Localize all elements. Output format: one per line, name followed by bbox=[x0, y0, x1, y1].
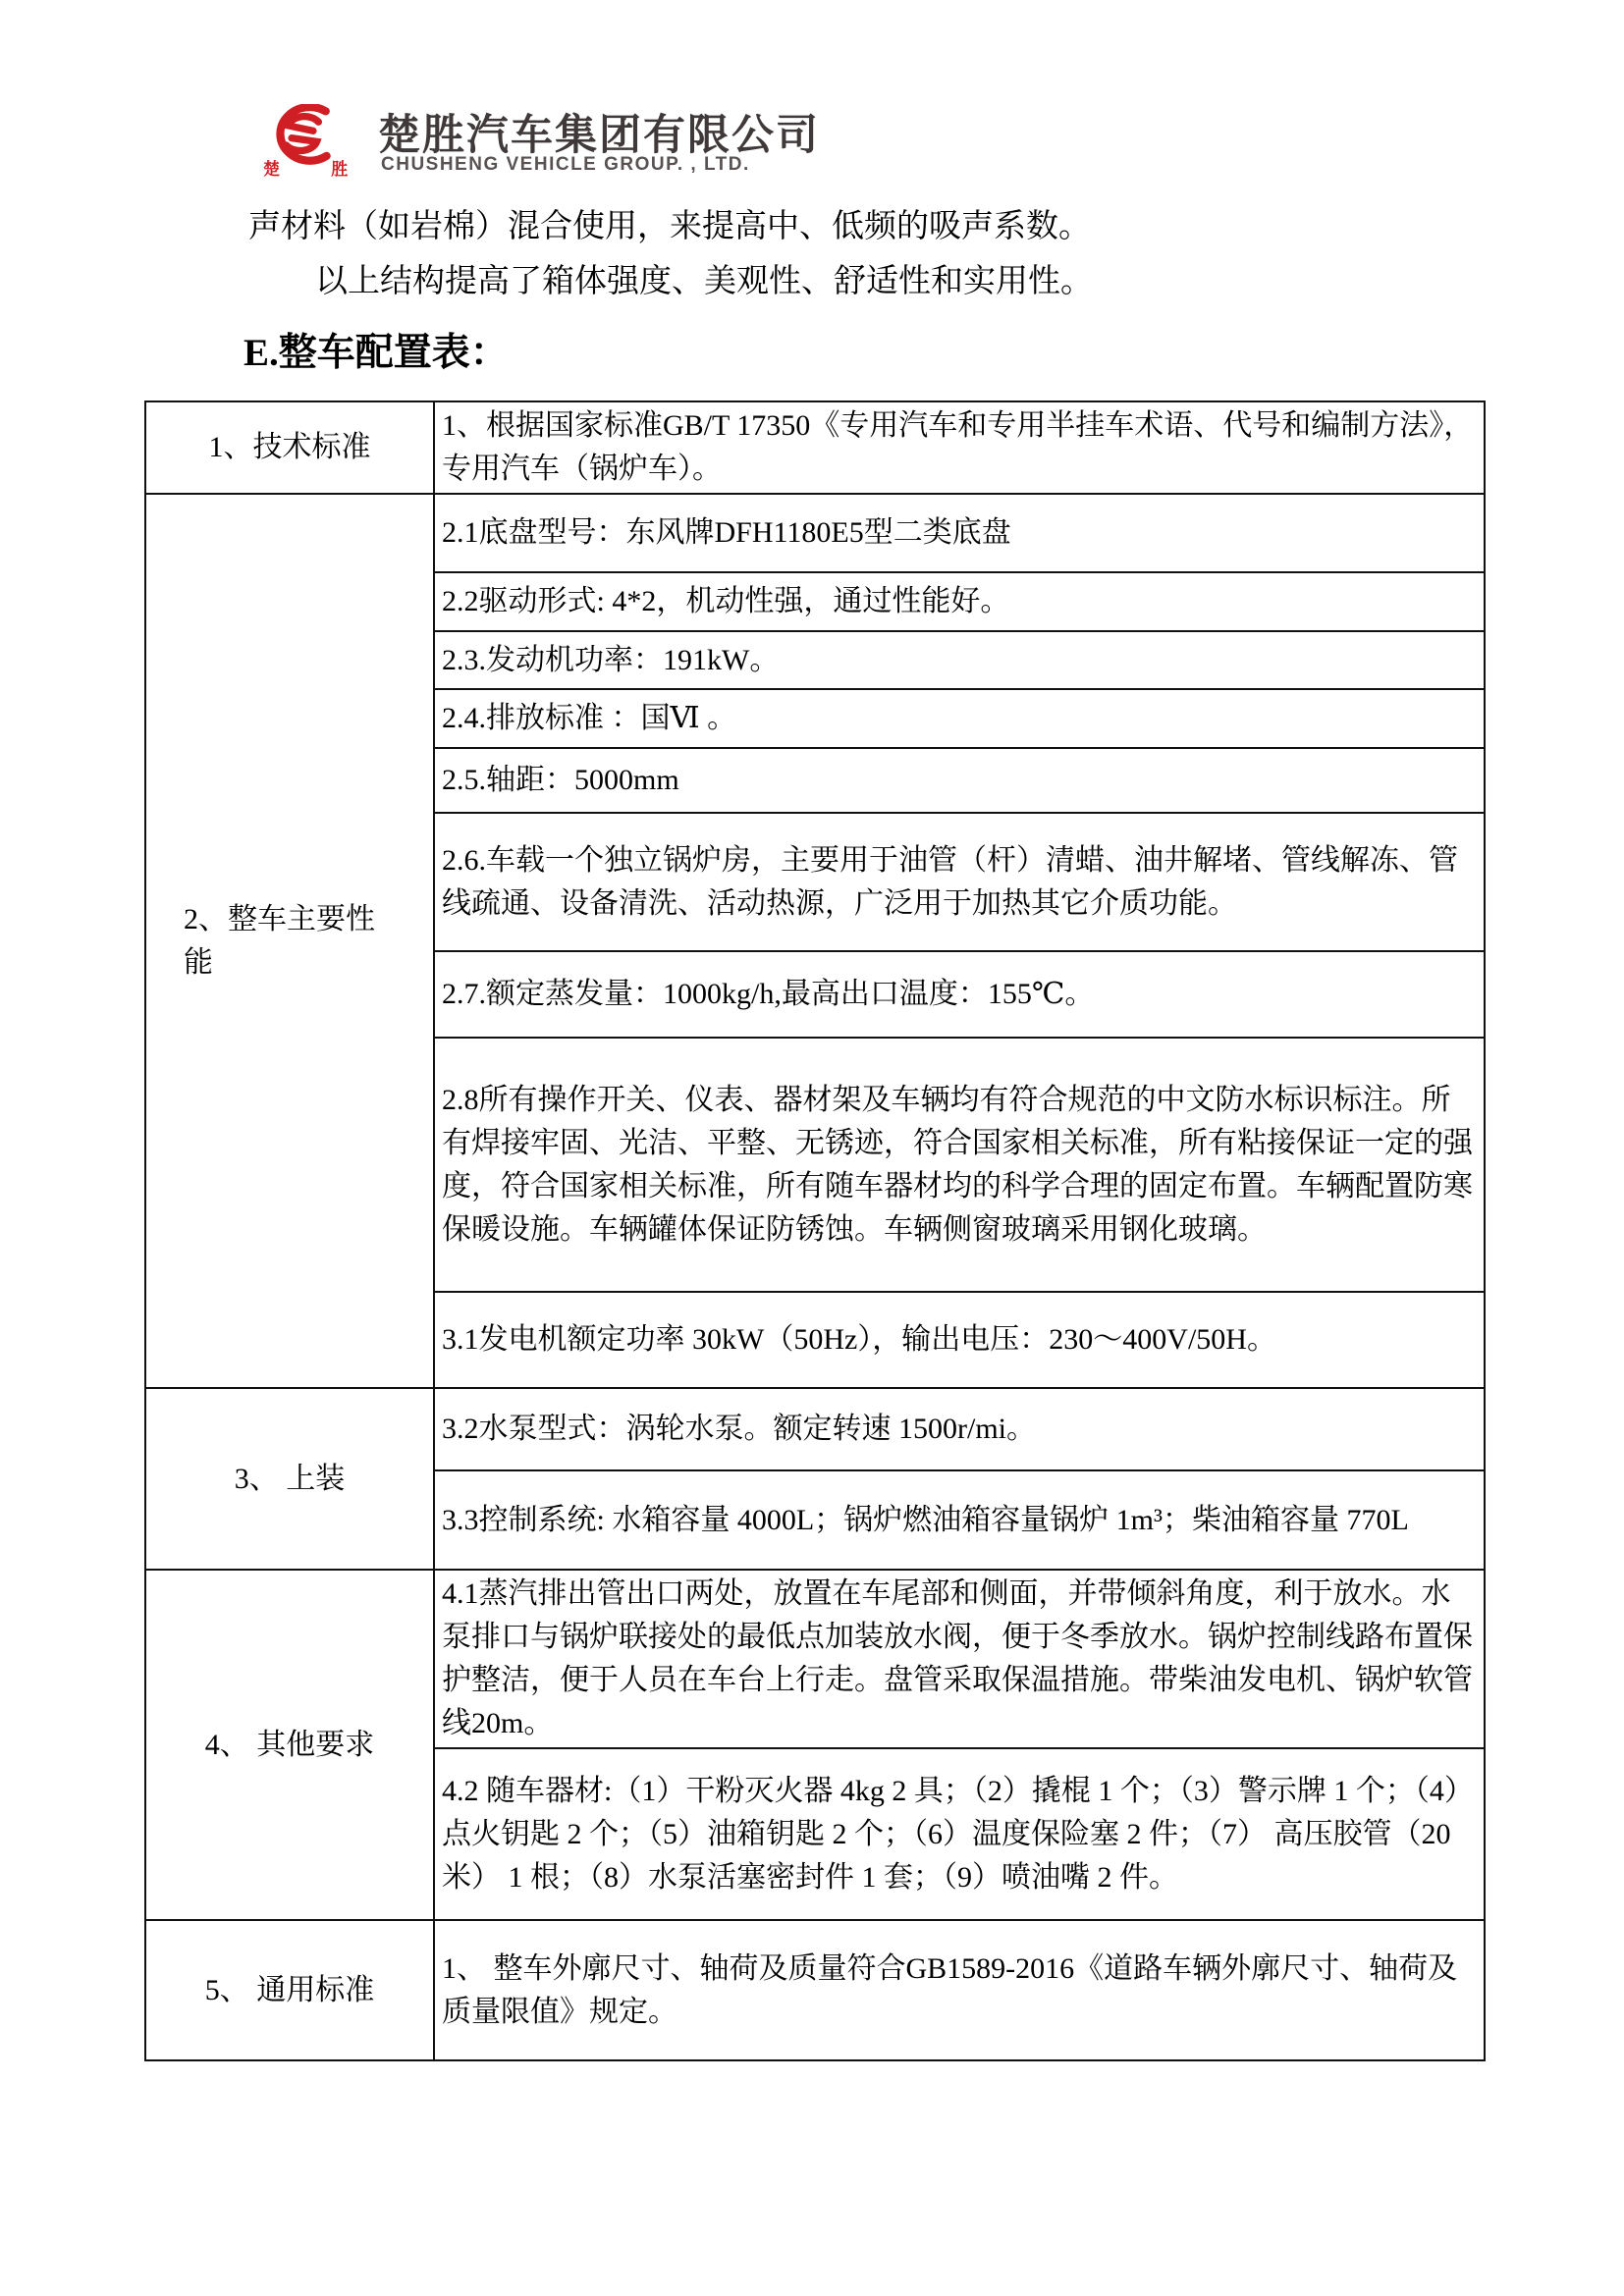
table-row bbox=[145, 1920, 1485, 2060]
row-label-main-performance-text: 2、整车主要性能 bbox=[184, 902, 375, 979]
cell-onboard-equipment: 4.2 随车器材:（1）干粉灭火器 4kg 2 具；（2）撬棍 1 个；（3）警示牌 1 个；（4） 点火钥匙 2 个；（5）油箱钥匙 2 个；（6）温度保险塞 2 件；（7） 高压胶管（20 米） 1 根；（8）水泵活塞密封件 1 套；（9）喷油嘴 2 件。 bbox=[434, 1748, 1485, 1920]
intro-paragraph-line1: 声材料（如岩棉）混合使用，来提高中、低频的吸声系数。 bbox=[248, 209, 1091, 244]
cell-control-system: 3.3控制系统: 水箱容量 4000L；锅炉燃油箱容量锅炉 1m³；柴油箱容量 770L bbox=[434, 1470, 1485, 1570]
cell-water-pump-type: 3.2水泵型式：涡轮水泵。额定转速 1500r/mi。 bbox=[434, 1388, 1485, 1470]
cell-drive-type: 2.2驱动形式: 4*2，机动性强，通过性能好。 bbox=[434, 572, 1485, 631]
cell-chassis-model: 2.1底盘型号：东风牌DFH1180E5型二类底盘 bbox=[434, 494, 1485, 572]
row-label-technical-standard: 1、技术标准 bbox=[145, 401, 434, 494]
table-row bbox=[145, 494, 1485, 572]
cell-boiler-room-usage: 2.6.车载一个独立锅炉房，主要用于油管（杆）清蜡、油井解堵、管线解冻、管线疏通、设备清洗、活动热源，广泛用于加热其它介质功能。 bbox=[434, 813, 1485, 951]
row-label-other-requirements: 4、 其他要求 bbox=[145, 1570, 434, 1920]
row-label-superstructure: 3、 上装 bbox=[145, 1388, 434, 1570]
cell-technical-standard: 1、根据国家标准GB/T 17350《专用汽车和专用半挂车术语、代号和编制方法》，专用汽车（锅炉车）。 bbox=[434, 401, 1485, 494]
cell-switches-and-standards: 2.8所有操作开关、仪表、器材架及车辆均有符合规范的中文防水标识标注。所有焊接牢固、光洁、平整、无锈迹，符合国家相关标准，所有粘接保证一定的强度，符合国家相关标准，所有随车器材均的科学合理的固定布置。车辆配置防寒保暖设施。车辆罐体保证防锈蚀。车辆侧窗玻璃采用钢化玻璃。 bbox=[434, 1038, 1485, 1292]
cell-steam-outlet: 4.1蒸汽排出管出口两处，放置在车尾部和侧面，并带倾斜角度，利于放水。水泵排口与锅炉联接处的最低点加装放水阀，便于冬季放水。锅炉控制线路布置保护整洁，便于人员在车台上行走。盘管采取保温措施。带柴油发电机、锅炉软管线20m。 bbox=[434, 1570, 1485, 1748]
cell-generator-power: 3.1发电机额定功率 30kW（50Hz），输出电压：230～400V/50H。 bbox=[434, 1292, 1485, 1388]
company-name-en: CHUSHENG VEHICLE GROUP. , LTD. bbox=[381, 154, 750, 175]
table-row bbox=[145, 1388, 1485, 1470]
table-row bbox=[145, 1570, 1485, 1748]
table-row bbox=[145, 401, 1485, 494]
cell-wheelbase: 2.5.轴距：5000mm bbox=[434, 748, 1485, 813]
cell-engine-power: 2.3.发动机功率：191kW。 bbox=[434, 631, 1485, 689]
company-name-cn: 楚胜汽车集团有限公司 bbox=[378, 112, 820, 159]
cell-emission-standard: 2.4.排放标准 ：国Ⅵ 。 bbox=[434, 689, 1485, 748]
row-label-main-performance bbox=[145, 494, 434, 1388]
section-heading: E.整车配置表： bbox=[244, 332, 509, 374]
logo-mark-text: 楚 胜 bbox=[263, 160, 372, 179]
cell-evaporation-capacity: 2.7.额定蒸发量：1000kg/h,最高出口温度：155℃。 bbox=[434, 951, 1485, 1038]
intro-paragraph-line2: 以上结构提高了箱体强度、美观性、舒适性和实用性。 bbox=[315, 264, 1093, 299]
row-label-general-standard: 5、 通用标准 bbox=[145, 1920, 434, 2060]
vehicle-config-table bbox=[144, 400, 1486, 2061]
cell-general-standard: 1、 整车外廓尺寸、轴荷及质量符合GB1589-2016《道路车辆外廓尺寸、轴荷及质量限值》规定。 bbox=[434, 1920, 1485, 2060]
